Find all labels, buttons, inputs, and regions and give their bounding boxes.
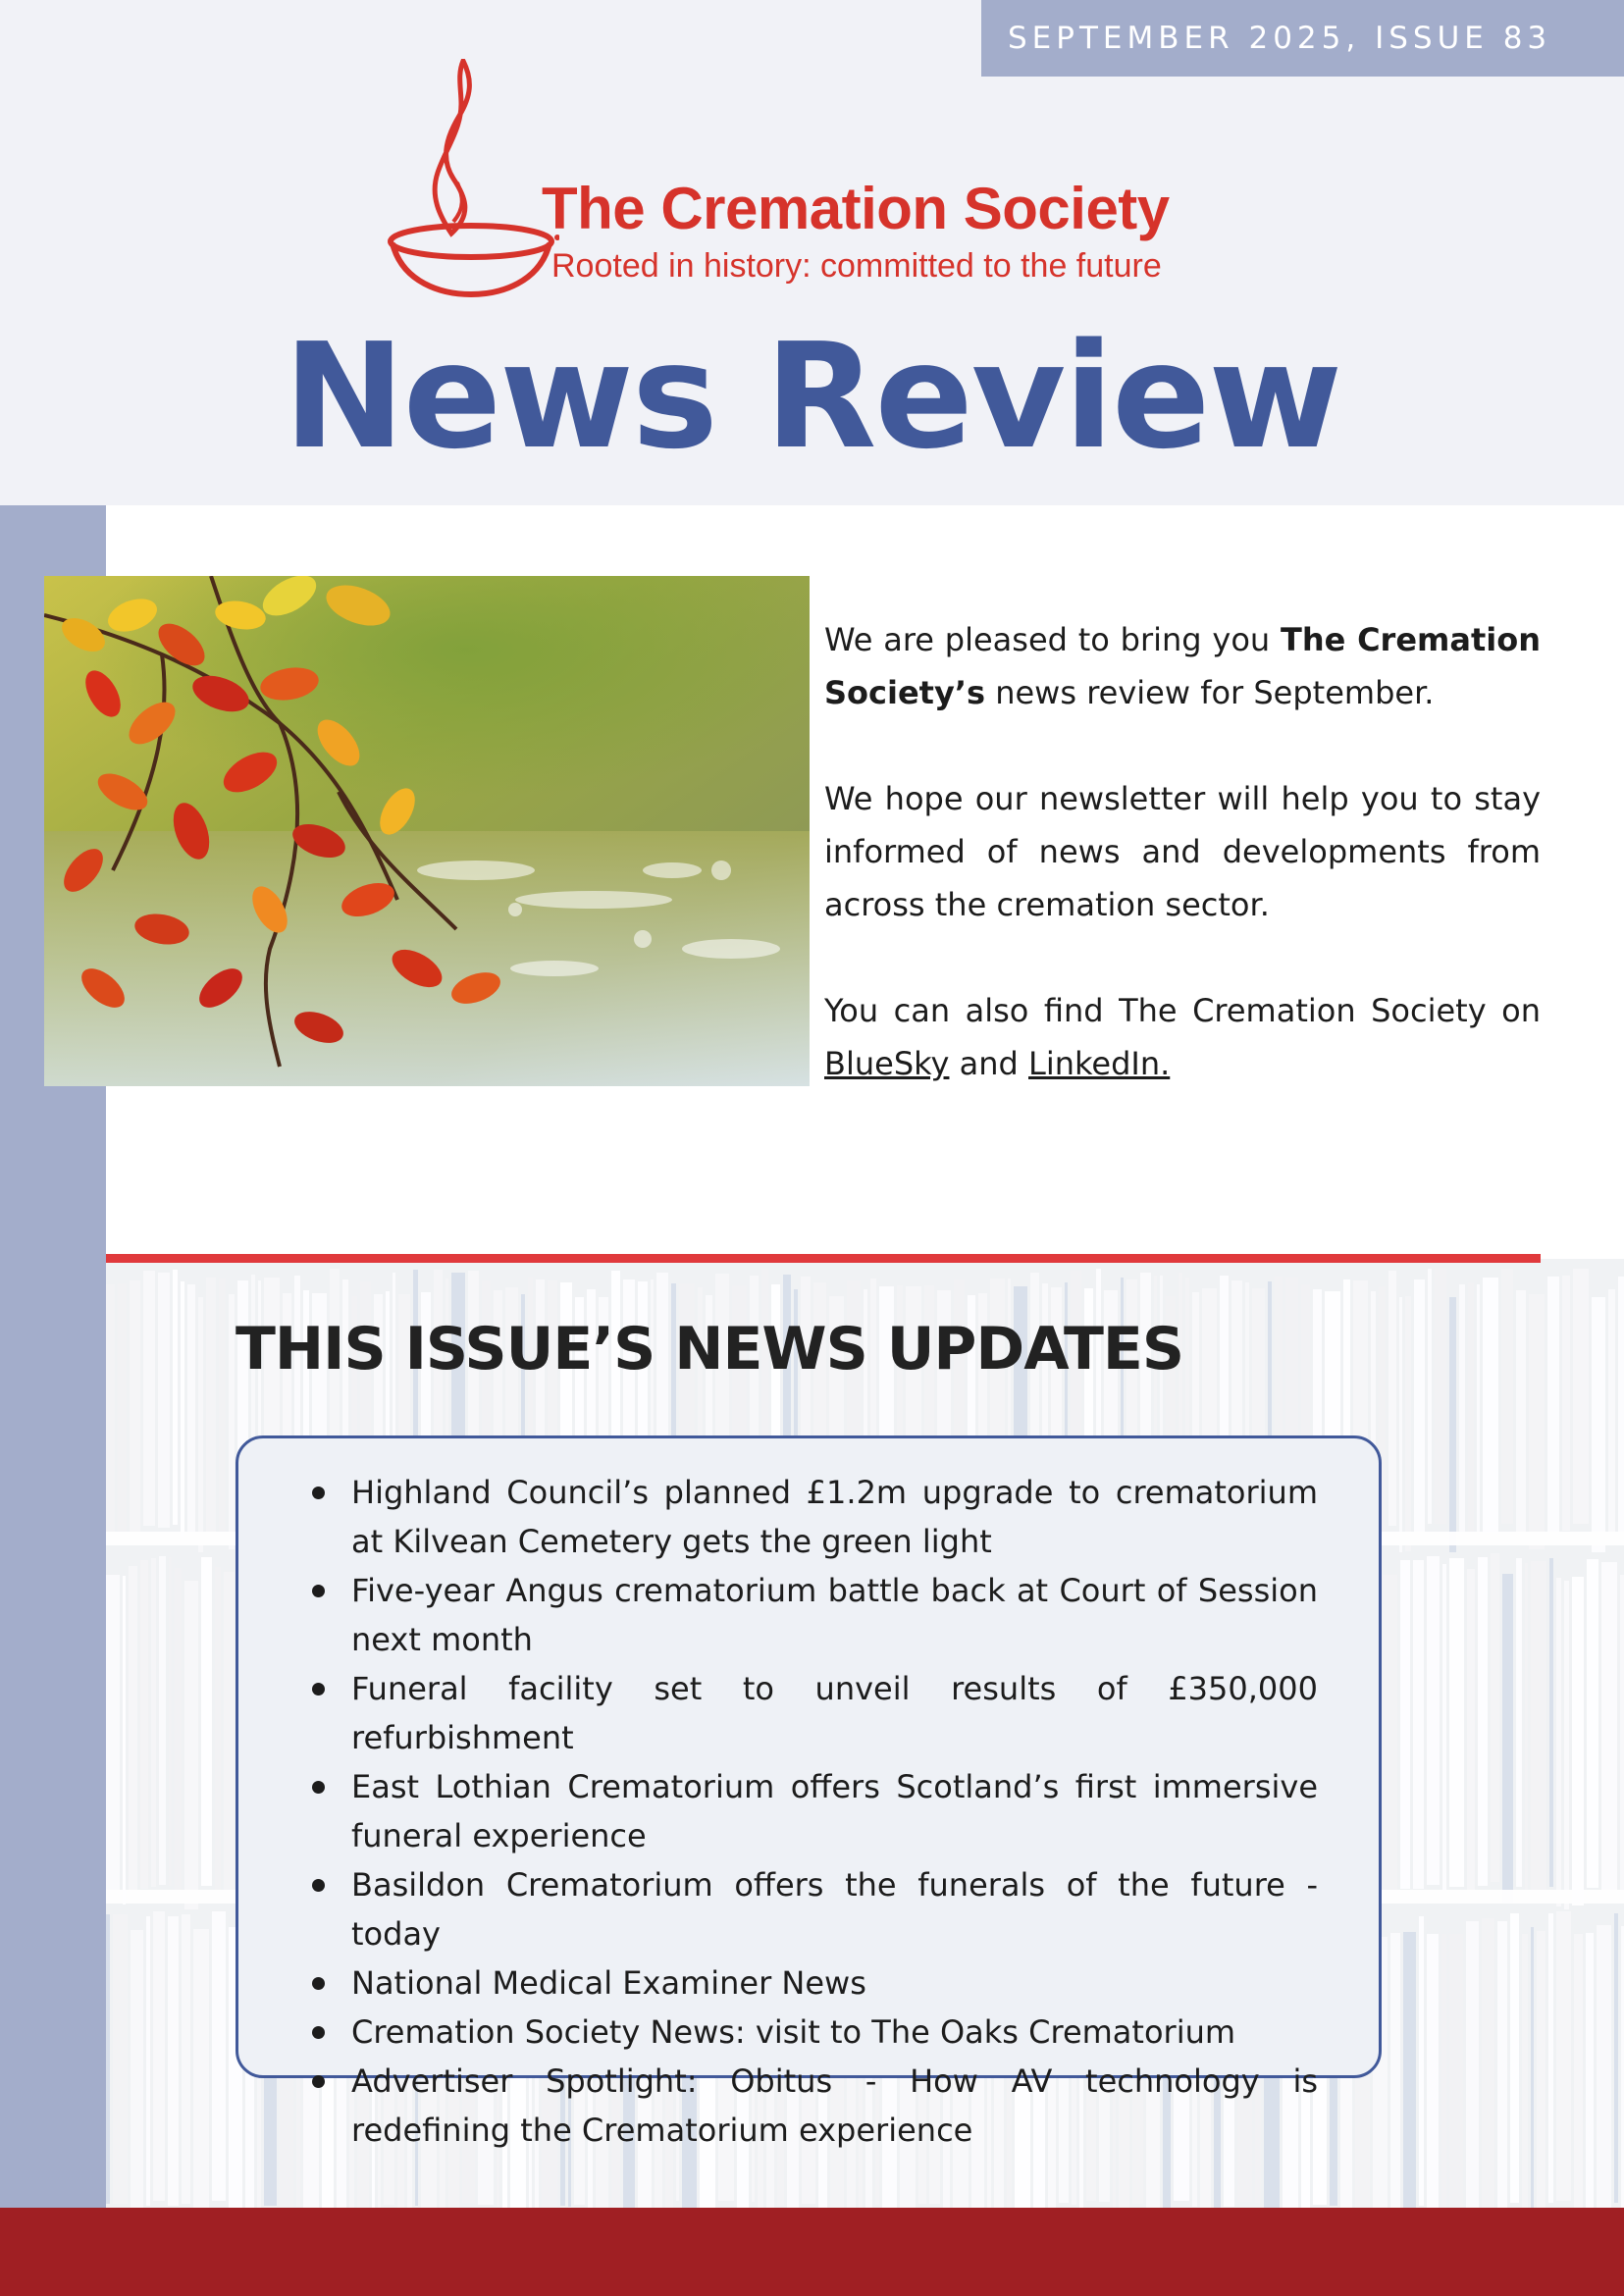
news-item: Advertiser Spotlight: Obitus - How AV technology is redefining the Crematorium experience (351, 2057, 1318, 2155)
intro-paragraph-3: You can also find The Cremation Society on BlueSky and LinkedIn. (824, 992, 1541, 1082)
news-heading: THIS ISSUE’S NEWS UPDATES (236, 1315, 1184, 1383)
bullet-icon (312, 1781, 325, 1794)
news-item: Cremation Society News: visit to The Oaks Crematorium (351, 2008, 1318, 2057)
cremation-society-logo (383, 59, 1246, 299)
issue-label: SEPTEMBER 2025, ISSUE 83 (981, 0, 1624, 77)
news-item: Highland Council’s planned £1.2m upgrade to crematorium at Kilvean Cemetery gets the green light (351, 1468, 1318, 1566)
bullet-icon (312, 1879, 325, 1892)
bullet-icon (312, 1977, 325, 1990)
flame-bowl-icon (383, 59, 559, 299)
news-item: East Lothian Crematorium offers Scotland’s first immersive funeral experience (351, 1762, 1318, 1860)
logo-title: The Cremation Society (542, 176, 1170, 241)
society-name-bold: The Cremation Society’s (824, 621, 1542, 711)
news-item: Basildon Crematorium offers the funerals of the future - today (351, 1860, 1318, 1958)
logo-tagline: Rooted in history: committed to the future (551, 247, 1162, 285)
news-item: National Medical Examiner News (351, 1958, 1318, 2008)
news-divider-line (106, 1254, 1541, 1263)
bullet-icon (312, 2075, 325, 2088)
bluesky-link[interactable]: BlueSky (824, 1045, 950, 1082)
autumn-leaves-photo (44, 576, 810, 1086)
linkedin-link[interactable]: LinkedIn. (1028, 1045, 1171, 1082)
bullet-icon (312, 1487, 325, 1499)
bullet-icon (312, 2026, 325, 2039)
news-item: Funeral facility set to unveil results of £350,000 refurbishment (351, 1664, 1318, 1762)
bullet-icon (312, 1585, 325, 1597)
intro-paragraph-2: We hope our newsletter will help you to stay informed of news and developments from across the cremation sector. (824, 780, 1541, 923)
news-item: Five-year Angus crematorium battle back at Court of Session next month (351, 1566, 1318, 1664)
news-list-box (236, 1435, 1382, 2149)
news-list (351, 1468, 1318, 2155)
footer-bar (0, 2208, 1624, 2296)
bullet-icon (312, 1683, 325, 1696)
intro-text (824, 613, 1541, 1143)
intro-paragraph-1: We are pleased to bring you The Cremation Society’s news review for September. (824, 621, 1542, 711)
page-title: News Review (283, 312, 1341, 481)
